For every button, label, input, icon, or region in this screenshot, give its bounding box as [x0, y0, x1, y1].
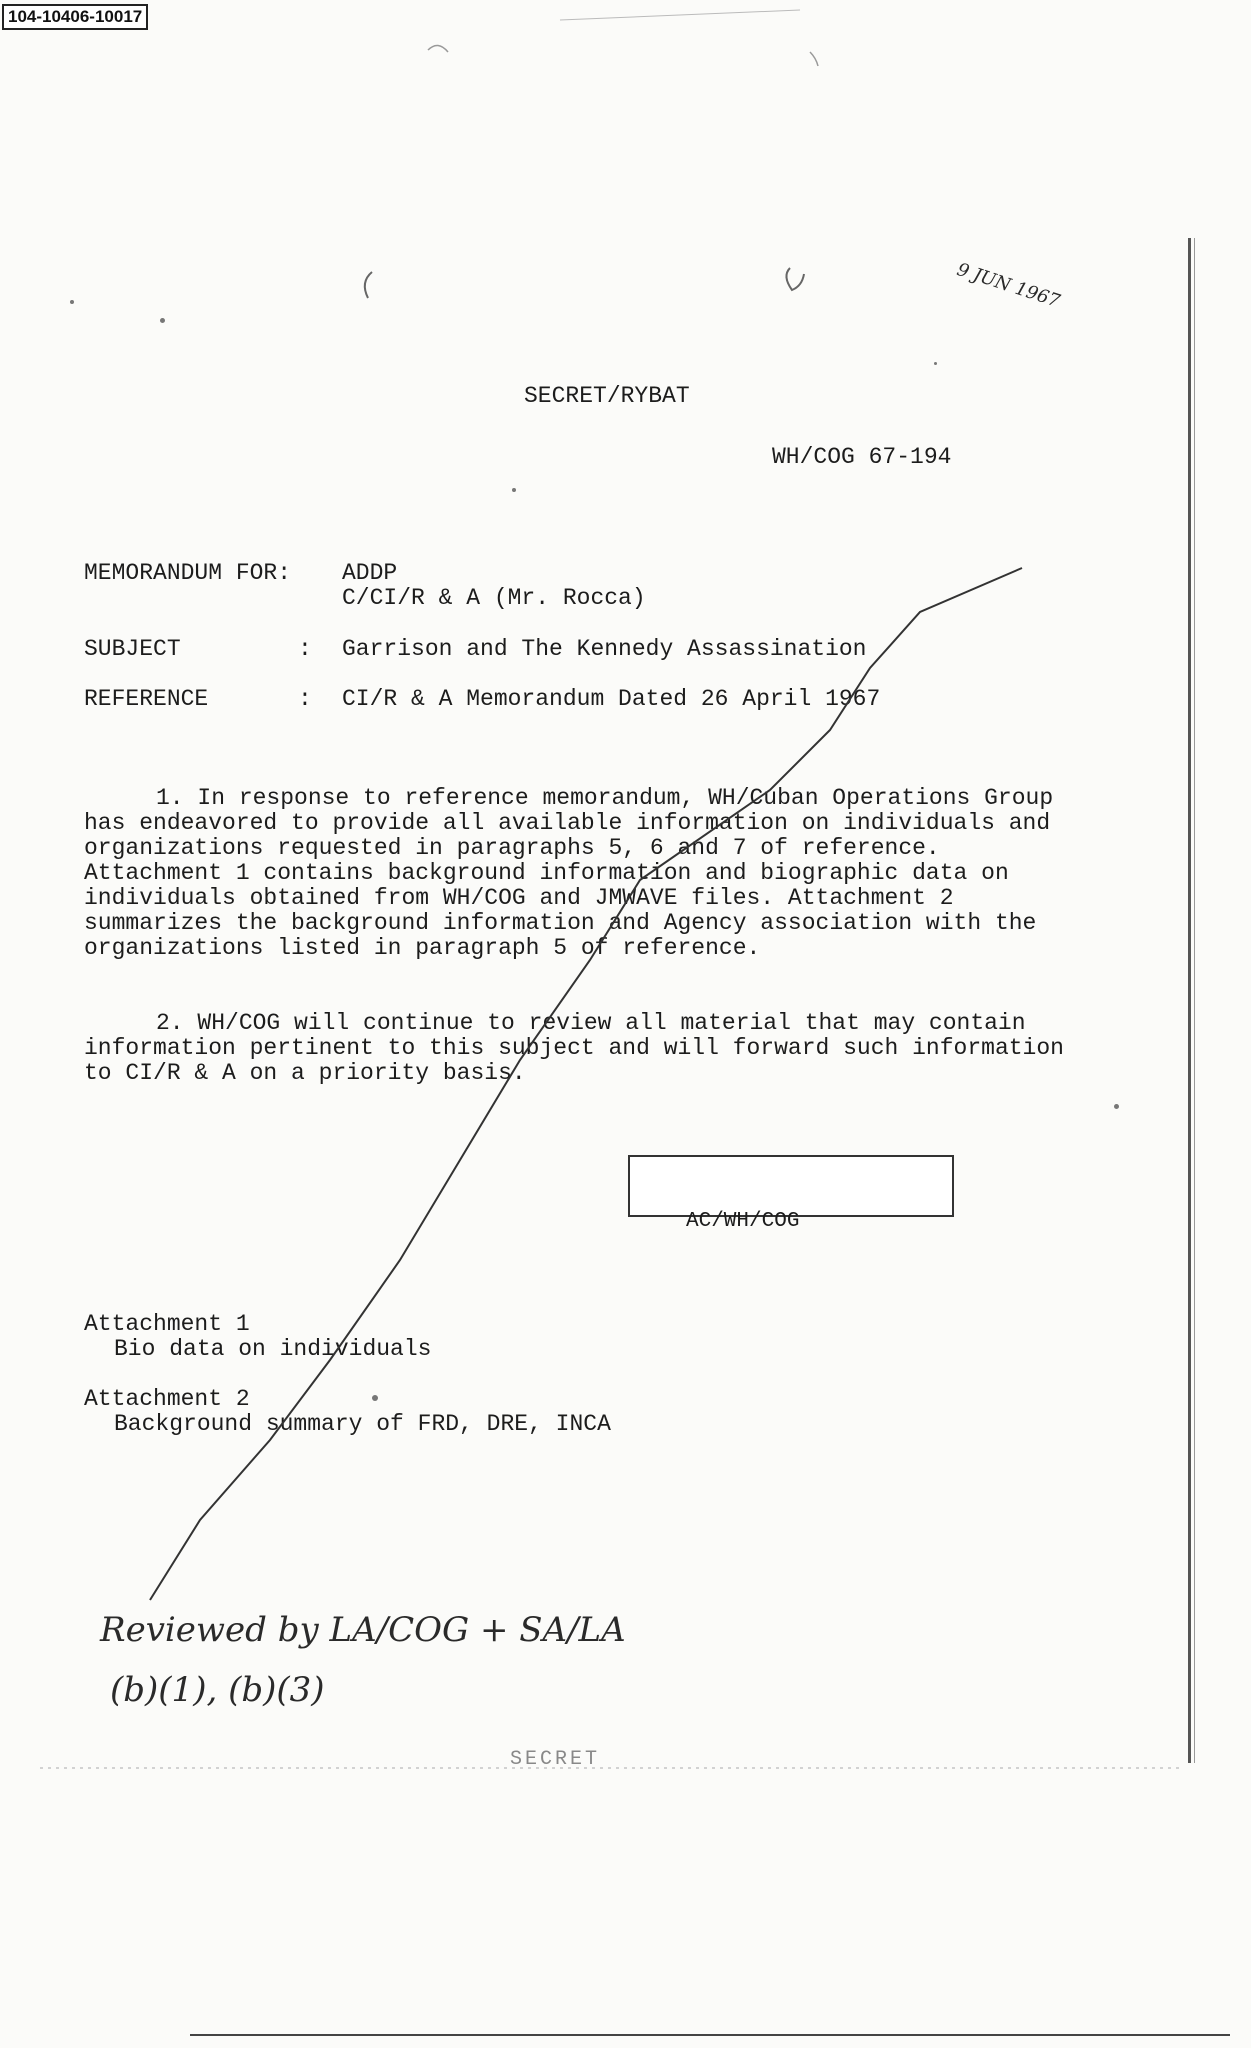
handwritten-review-note: Reviewed by LA/COG + SA/LA	[100, 1610, 626, 1650]
memo-for-label: MEMORANDUM FOR:	[84, 560, 292, 586]
scan-speck	[934, 362, 937, 365]
reference-value: CI/R & A Memorandum Dated 26 April 1967	[342, 686, 881, 712]
attachment-2-title: Attachment 2	[84, 1386, 250, 1412]
paragraph-2-text: 2. WH/COG will continue to review all material that may contain information pertinent to this subject and will forward such information to CI/R & A on a priority basis.	[84, 1010, 1064, 1086]
signature-title: AC/WH/COG	[686, 1210, 800, 1233]
classification-header: SECRET/RYBAT	[524, 383, 690, 409]
scan-speck	[512, 488, 516, 492]
memo-for-addressee-2: C/CI/R & A (Mr. Rocca)	[342, 585, 646, 611]
subject-label: SUBJECT	[84, 636, 181, 662]
scan-speck	[160, 318, 165, 323]
subject-colon: :	[298, 636, 312, 662]
page-edge-line	[1188, 238, 1191, 1763]
page-edge-line-faint	[1194, 238, 1195, 1763]
attachment-2-description: Background summary of FRD, DRE, INCA	[114, 1411, 611, 1437]
handwritten-exemption-codes: (b)(1), (b)(3)	[110, 1670, 325, 1710]
bottom-edge-line	[190, 2034, 1230, 2036]
subject-value: Garrison and The Kennedy Assassination	[342, 636, 867, 662]
footer-classification: SECRET	[510, 1748, 601, 1771]
reference-label: REFERENCE	[84, 686, 209, 712]
paragraph-1-text: 1. In response to reference memorandum, WH/Cuban Operations Group has endeavored to provide all available information on individuals and organizations requested in paragraphs 5, 6 and 7 of reference. Attachment 1 contains background information and biographic data on individuals obtained from WH/COG and JMWAVE files. Attachment 2 summarizes the background information and Agency association with the organizations listed in paragraph 5 of reference.	[84, 785, 1054, 961]
scan-speck	[70, 300, 74, 304]
date-stamp-handwritten: 9 JUN 1967	[954, 259, 1063, 312]
scan-speck	[372, 1395, 378, 1401]
attachment-1-description: Bio data on individuals	[114, 1336, 432, 1362]
scan-speck	[1114, 1104, 1119, 1109]
memo-for-addressee-1: ADDP	[342, 560, 398, 586]
document-id-label: 104-10406-10017	[2, 4, 148, 30]
attachment-1-title: Attachment 1	[84, 1311, 250, 1337]
reference-colon: :	[298, 686, 312, 712]
file-number: WH/COG 67-194	[772, 444, 952, 470]
